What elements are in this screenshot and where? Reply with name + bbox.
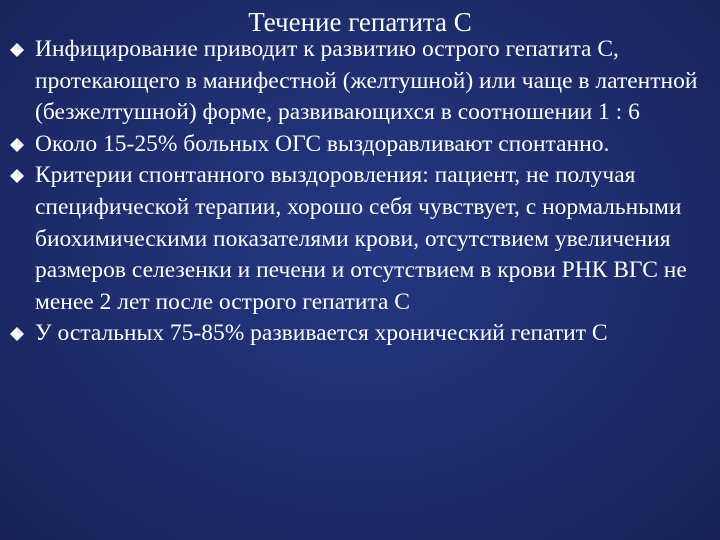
diamond-bullet-icon <box>10 169 24 183</box>
diamond-bullet-icon <box>10 43 24 57</box>
bullet-item <box>8 160 708 318</box>
bullet-item <box>8 318 708 350</box>
bullet-item <box>8 34 708 129</box>
bullet-text: Инфицирование приводит к развитию острого гепатита С, протекающего в манифестной (желтушной) или чаще в латентной (безжелтушной) форме, развивающихся в соотношении 1 : 6 <box>35 36 698 126</box>
bullet-list <box>8 34 708 350</box>
bullet-text: Критерии спонтанного выздоровления: пациент, не получая специфической терапии, хорошо себя чувствует, с нормальными биохимическими показателями крови, отсутствием увеличения размеров селезенки и печени и отсутствием в крови РНК ВГС не менее 2 лет после острого гепатита С <box>35 162 687 315</box>
bullet-text: Около 15-25% больных ОГС выздоравливают спонтанно. <box>35 130 610 157</box>
bullet-item <box>8 129 708 161</box>
diamond-bullet-icon <box>10 327 24 341</box>
diamond-bullet-icon <box>10 138 24 152</box>
slide-title: Течение гепатита С <box>248 7 472 37</box>
bullet-text: У остальных 75-85% развивается хронический гепатит С <box>35 320 608 347</box>
